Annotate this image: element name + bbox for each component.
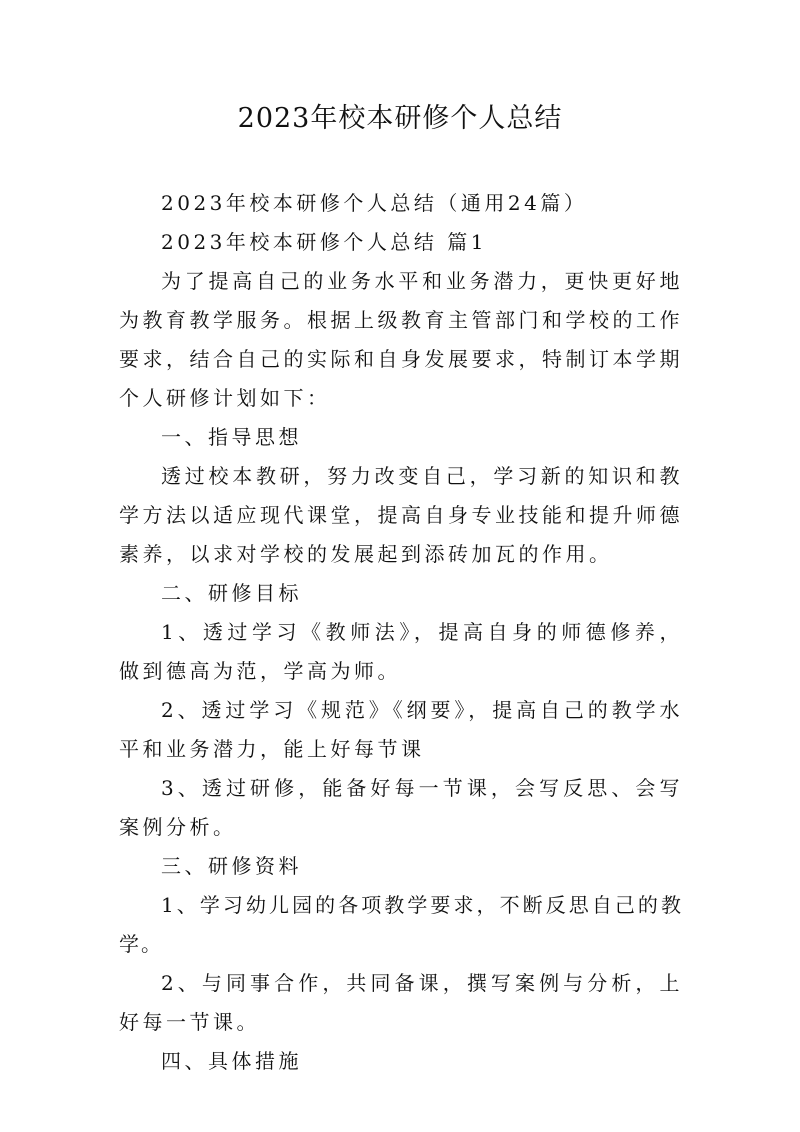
paragraph-material-1: 1、学习幼儿园的各项教学要求，不断反思自己的教学。 (119, 893, 683, 956)
paragraph-intro: 为了提高自己的业务水平和业务潜力，更快更好地为教育教学服务。根据上级教育主管部门和学校的工作要求，结合自己的实际和自身发展要求，特制订本学期个人研修计划如下： (119, 269, 683, 410)
paragraph-goal-3: 3、透过研修，能备好每一节课，会写反思、会写案例分析。 (119, 776, 683, 839)
heading-training-materials: 三、研修资料 (161, 854, 302, 878)
heading-training-goals: 二、研修目标 (161, 581, 302, 605)
paragraph-goal-2: 2、透过学习《规范》《纲要》，提高自己的教学水平和业务潜力，能上好每节课 (119, 698, 683, 761)
paragraph-subtitle: 2023年校本研修个人总结（通用24篇） (161, 191, 588, 215)
document-title: 2023年校本研修个人总结 (237, 103, 563, 134)
heading-specific-measures: 四、具体措施 (161, 1049, 302, 1073)
heading-guiding-thought: 一、指导思想 (161, 425, 302, 449)
paragraph-material-2: 2、与同事合作，共同备课，撰写案例与分析，上好每一节课。 (119, 971, 683, 1034)
paragraph-section-heading: 2023年校本研修个人总结 篇1 (161, 230, 487, 254)
paragraph-guiding-thought: 透过校本教研，努力改变自己，学习新的知识和教学方法以适应现代课堂，提高自身专业技能和提升师德素养，以求对学校的发展起到添砖加瓦的作用。 (119, 464, 683, 566)
paragraph-goal-1: 1、透过学习《教师法》，提高自身的师德修养，做到德高为范，学高为师。 (119, 620, 683, 683)
document-body (119, 184, 683, 1081)
